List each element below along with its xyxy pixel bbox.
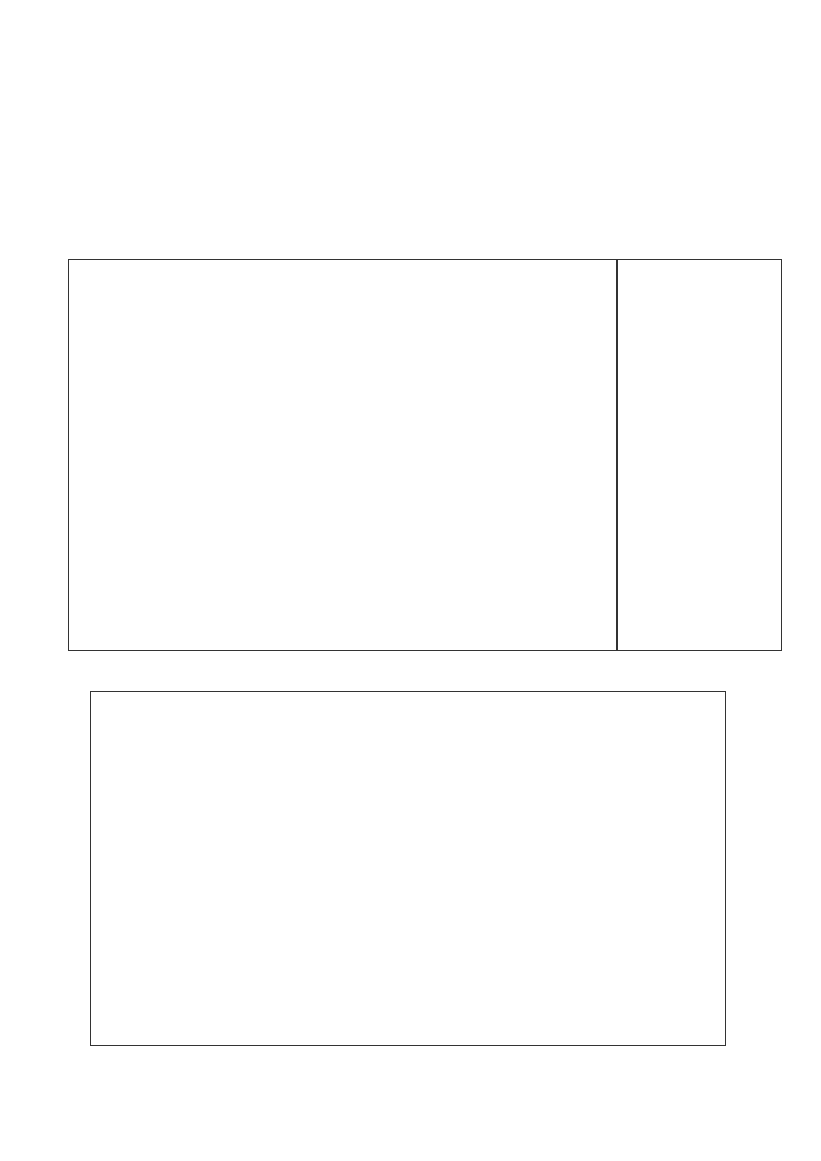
table-divider — [616, 260, 618, 650]
exercise2-box — [90, 691, 726, 1046]
exercise1-table — [68, 259, 782, 651]
exercise2-paragraph — [99, 720, 718, 766]
